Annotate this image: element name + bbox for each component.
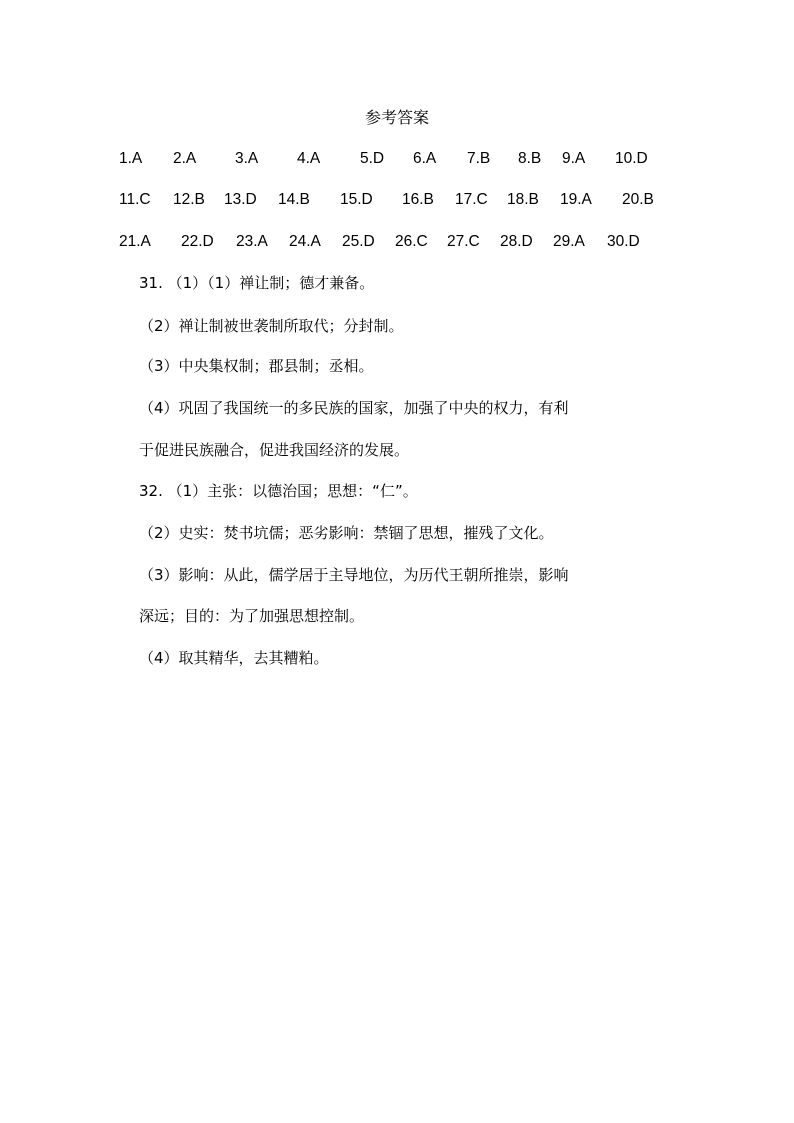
answer-item: 4.A [297,150,321,167]
q32-part-3-line-1: （3）影响：从此，儒学居于主导地位，为历代王朝所推崇，影响 [139,566,569,584]
answer-item: 12.B [173,191,205,208]
answer-item: 10.D [615,150,648,167]
q32-part-2: （2）史实：焚书坑儒；恶劣影响：禁锢了思想，摧残了文化。 [139,524,554,542]
answer-item: 2.A [173,150,197,167]
answer-item: 14.B [278,191,310,208]
answer-item: 8.B [518,150,542,167]
answer-item: 30.D [607,233,640,250]
answer-item: 11.C [119,191,151,208]
answer-item: 25.D [342,233,375,250]
q31-part-2: （2）禅让制被世袭制所取代；分封制。 [139,317,404,335]
q32-part-1: 32. （1）主张：以德治国；思想：“仁”。 [139,482,418,500]
answer-item: 23.A [236,233,268,250]
q31-part-1: 31. （1）（1）禅让制；德才兼备。 [139,274,375,292]
answer-item: 13.D [224,191,257,208]
answer-item: 27.C [447,233,480,250]
answer-item: 9.A [562,150,586,167]
answer-item: 24.A [289,233,321,250]
answer-row-1 [0,147,794,171]
answer-item: 26.C [395,233,428,250]
answer-item: 20.B [622,191,654,208]
answer-item: 1.A [119,150,143,167]
answer-item: 5.D [360,150,385,167]
q31-part-4-line-2: 于促进民族融合，促进我国经济的发展。 [139,441,410,459]
answer-row-2 [0,188,794,212]
answer-item: 17.C [455,191,488,208]
page-title: 参考答案 [364,108,429,127]
answer-item: 16.B [402,191,434,208]
answer-item: 29.A [553,233,585,250]
answer-item: 7.B [467,150,491,167]
q31-part-4-line-1: （4）巩固了我国统一的多民族的国家，加强了中央的权力，有利 [139,399,569,417]
q32-part-4: （4）取其精华，去其糟粕。 [139,649,329,667]
q32-part-3-line-2: 深远；目的：为了加强思想控制。 [139,607,365,625]
answer-item: 18.B [507,191,539,208]
answer-item: 21.A [119,233,151,250]
answer-item: 19.A [560,191,592,208]
answer-item: 6.A [413,150,437,167]
q31-part-3: （3）中央集权制；郡县制；丞相。 [139,357,374,375]
answer-item: 22.D [181,233,214,250]
answer-item: 15.D [340,191,373,208]
answer-item: 28.D [500,233,533,250]
answer-item: 3.A [235,150,259,167]
answer-row-3 [0,230,794,254]
